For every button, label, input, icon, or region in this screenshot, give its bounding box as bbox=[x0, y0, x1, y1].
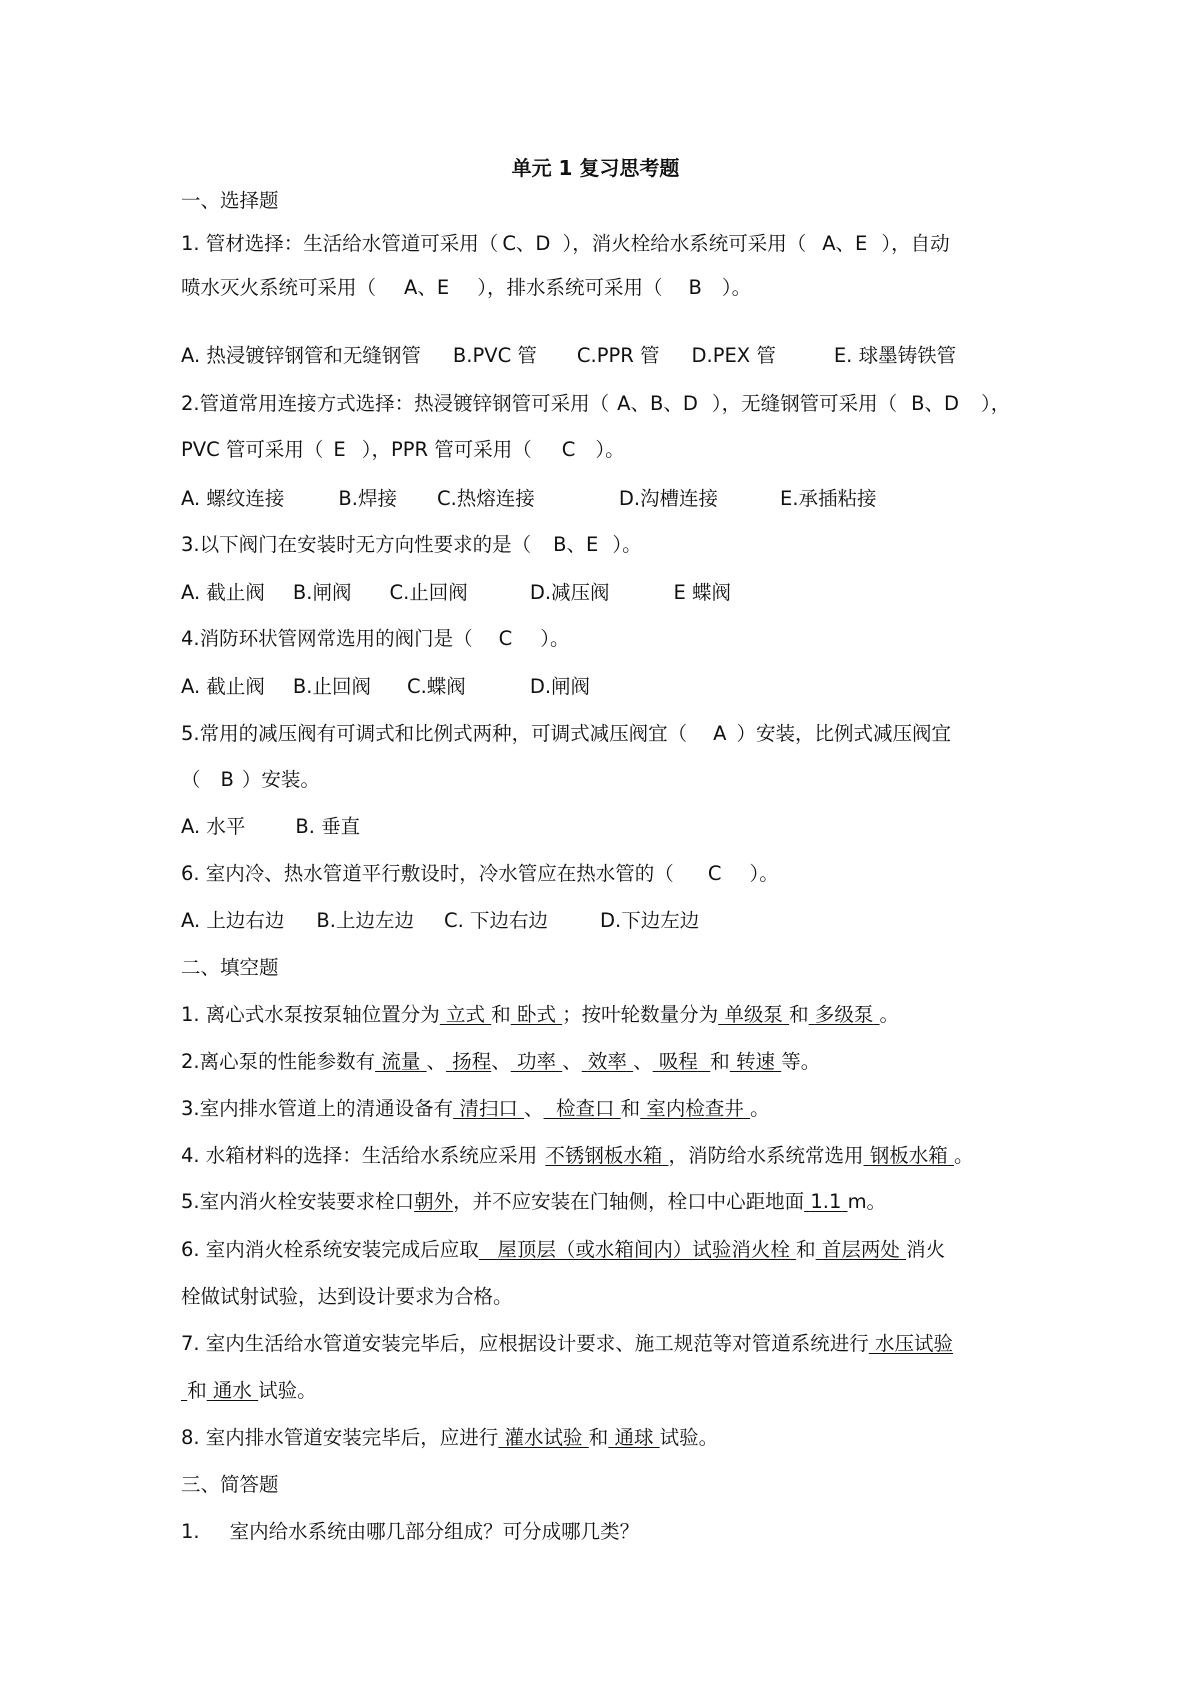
q5-text-c: （ bbox=[181, 768, 201, 791]
f4-text-a: 4. 水箱材料的选择：生活给水系统应采用 bbox=[181, 1144, 538, 1167]
q2-text-f: ）。 bbox=[595, 438, 625, 461]
f2-text-a: 2.离心泵的性能参数有 bbox=[181, 1050, 376, 1073]
f2-sep-2: 、 bbox=[491, 1050, 511, 1073]
q3-text-b: ）。 bbox=[612, 533, 642, 556]
f8-blank-2: 通球 bbox=[614, 1426, 654, 1449]
q1-option-d: D.PEX 管 bbox=[691, 344, 776, 367]
f1-text-b: 和 bbox=[491, 1003, 511, 1026]
q2-answer-4: C bbox=[561, 438, 576, 461]
q6-text-b: ）。 bbox=[749, 862, 779, 885]
f2-blank-4: 效率 bbox=[587, 1050, 627, 1073]
fill-q7-line2 bbox=[181, 1376, 317, 1406]
fill-q1 bbox=[181, 1000, 899, 1030]
q4-text-a: 4.消防环状管网常选用的阀门是（ bbox=[181, 627, 473, 650]
q1-text-c: ），自动 bbox=[881, 232, 950, 255]
q3-text-a: 3.以下阀门在安装时无方向性要求的是（ bbox=[181, 533, 532, 556]
f2-blank-6: 转速 bbox=[736, 1050, 776, 1073]
q1-text-f: ）。 bbox=[721, 276, 752, 299]
f2-sep-1: 、 bbox=[426, 1050, 447, 1073]
f7-text-c: 试验。 bbox=[258, 1379, 317, 1402]
f8-text-b: 和 bbox=[588, 1426, 609, 1449]
short-q1-number: 1. bbox=[181, 1520, 200, 1543]
q2-answer-2: B、D bbox=[911, 392, 960, 415]
short-q1 bbox=[181, 1517, 639, 1547]
f5-text-e: m。 bbox=[847, 1190, 887, 1213]
q1-option-b: B.PVC 管 bbox=[452, 344, 537, 367]
f2-blank-2: 扬程 bbox=[452, 1050, 492, 1073]
choice-q2-line2 bbox=[181, 435, 625, 465]
q2-answer-3: E bbox=[333, 438, 346, 461]
q3-option-e: E 蝶阀 bbox=[673, 581, 732, 604]
q5-answer-2: B bbox=[220, 768, 234, 791]
choice-q1-line2 bbox=[181, 273, 751, 303]
f8-text-e: 试验。 bbox=[659, 1426, 719, 1449]
q4-answer: C bbox=[498, 627, 513, 650]
f6-blank-2: 首层两处 bbox=[821, 1238, 900, 1261]
q1-answer-4: B bbox=[688, 276, 702, 299]
q2-option-d: D.沟槽连接 bbox=[618, 487, 719, 510]
q6-option-d: D.下边左边 bbox=[600, 909, 700, 932]
q1-option-e: E. 球墨铸铁管 bbox=[833, 344, 957, 367]
q5-text-d: ）安装。 bbox=[241, 768, 320, 791]
fill-q7-line1 bbox=[181, 1329, 953, 1359]
q5-option-b: B. 垂直 bbox=[295, 815, 361, 838]
q1-option-c: C.PPR 管 bbox=[576, 344, 660, 367]
q2-text-a: 2.管道常用连接方式选择：热浸镀锌钢管可采用（ bbox=[181, 392, 610, 415]
q3-option-b: B.闸阀 bbox=[292, 581, 352, 604]
q2-text-d: PVC 管可采用（ bbox=[181, 438, 324, 461]
q2-option-c: C.热熔连接 bbox=[436, 487, 535, 510]
q4-options bbox=[181, 672, 590, 702]
q4-option-d: D.闸阀 bbox=[529, 675, 591, 698]
f4-blank-1: 不锈钢板水箱 bbox=[545, 1144, 663, 1167]
q3-options bbox=[181, 578, 731, 608]
f2-sep-4: 、 bbox=[633, 1050, 653, 1073]
q1-answer-1: C、D bbox=[502, 232, 551, 255]
f6-text-a: 6. 室内消火栓系统安装完成后应取 bbox=[181, 1238, 479, 1261]
f3-sep-1: 、 bbox=[524, 1097, 544, 1120]
q6-answer: C bbox=[707, 862, 722, 885]
q3-option-c: C.止回阀 bbox=[389, 581, 468, 604]
q2-option-e: E.承插粘接 bbox=[780, 487, 877, 510]
f5-text-b: ，并不应安装在门轴侧，栓口中心距地面 bbox=[453, 1190, 805, 1213]
q2-text-b: ），无缝钢管可采用（ bbox=[711, 392, 898, 415]
choice-q4 bbox=[181, 624, 570, 654]
short-q1-text: 室内给水系统由哪几部分组成？可分成哪几类？ bbox=[229, 1520, 640, 1543]
q1-answer-3: A、E bbox=[404, 276, 450, 299]
q3-option-d: D.减压阀 bbox=[529, 581, 610, 604]
f3-sep-2: 和 bbox=[620, 1097, 641, 1120]
f3-blank-3: 室内检查井 bbox=[646, 1097, 744, 1120]
q5-options bbox=[181, 812, 360, 842]
q2-option-b: B.焊接 bbox=[338, 487, 397, 510]
q1-text-b: ），消火栓给水系统可采用（ bbox=[562, 232, 807, 255]
f4-text-b: ，消防给水系统常选用 bbox=[668, 1144, 864, 1167]
q6-option-c: C. 下边右边 bbox=[443, 909, 548, 932]
fill-q8 bbox=[181, 1423, 718, 1453]
q3-answer: B、E bbox=[553, 533, 599, 556]
f7-blank-2: 通水 bbox=[212, 1379, 252, 1402]
q5-text-a: 5.常用的减压阀有可调式和比例式两种，可调式减压阀宜（ bbox=[181, 722, 688, 745]
f4-blank-2: 钢板水箱 bbox=[869, 1144, 948, 1167]
q6-text-a: 6. 室内冷、热水管道平行敷设时，冷水管应在热水管的（ bbox=[181, 862, 674, 885]
f3-text-e: 。 bbox=[750, 1097, 770, 1120]
q6-option-a: A. 上边右边 bbox=[181, 909, 285, 932]
f7-text-b: 和 bbox=[187, 1379, 207, 1402]
page-title: 单元 1 复习思考题 bbox=[511, 156, 680, 180]
q4-text-b: ）。 bbox=[540, 627, 570, 650]
q6-option-b: B.上边左边 bbox=[316, 909, 414, 932]
f5-blank-1: 朝外 bbox=[414, 1190, 454, 1213]
q6-options bbox=[181, 906, 699, 936]
q2-option-a: A. 螺纹连接 bbox=[181, 487, 285, 510]
choice-q6 bbox=[181, 859, 779, 889]
f1-blank-2: 卧式 bbox=[516, 1003, 556, 1026]
q1-text-a: 1. 管材选择：生活给水管道可采用（ bbox=[181, 232, 499, 255]
f3-text-a: 3.室内排水管道上的清通设备有 bbox=[181, 1097, 454, 1120]
f4-text-e: 。 bbox=[953, 1144, 974, 1167]
f2-blank-3: 功率 bbox=[516, 1050, 556, 1073]
q1-options bbox=[181, 341, 956, 371]
q5-option-a: A. 水平 bbox=[181, 815, 246, 838]
f6-text-c: 消火 bbox=[906, 1238, 946, 1261]
q2-answer-1: A、B、D bbox=[617, 392, 698, 415]
f1-blank-3: 单级泵 bbox=[724, 1003, 783, 1026]
q4-option-c: C.蝶阀 bbox=[406, 675, 466, 698]
f3-blank-1: 清扫口 bbox=[459, 1097, 518, 1120]
q1-answer-2: A、E bbox=[822, 232, 868, 255]
section-heading-short: 三、简答题 bbox=[181, 1473, 279, 1496]
q5-answer-1: A bbox=[713, 722, 727, 745]
f3-blank-2: 检查口 bbox=[555, 1097, 615, 1120]
choice-q5-line2 bbox=[181, 765, 320, 795]
f1-text-a: 1. 离心式水泵按泵轴位置分为 bbox=[181, 1003, 440, 1026]
q1-option-a: A. 热浸镀锌钢管和无缝钢管 bbox=[181, 344, 421, 367]
f5-text-a: 5.室内消火栓安装要求栓口 bbox=[181, 1190, 415, 1213]
f5-blank-2: 1.1 bbox=[810, 1190, 842, 1213]
f2-text-e: 等。 bbox=[781, 1050, 821, 1073]
f6-text-b: 和 bbox=[796, 1238, 816, 1261]
section-heading-choice: 一、选择题 bbox=[181, 189, 279, 212]
q2-text-c: ）， bbox=[981, 392, 1011, 415]
f6-blank-1: 屋顶层（或水箱间内）试验消火栓 bbox=[497, 1238, 790, 1261]
q4-option-a: A. 截止阀 bbox=[181, 675, 265, 698]
f2-sep-5: 和 bbox=[710, 1050, 730, 1073]
q1-text-e: ），排水系统可采用（ bbox=[477, 276, 663, 299]
f1-blank-1: 立式 bbox=[446, 1003, 486, 1026]
q3-option-a: A. 截止阀 bbox=[181, 581, 265, 604]
f8-blank-1: 灌水试验 bbox=[504, 1426, 583, 1449]
f7-blank-1: 水压试验 bbox=[875, 1332, 954, 1355]
f1-text-c: ；按叶轮数量分为 bbox=[562, 1003, 719, 1026]
choice-q1-line1 bbox=[181, 229, 950, 259]
fill-q6-line1 bbox=[181, 1235, 945, 1265]
f1-text-e: 。 bbox=[879, 1003, 900, 1026]
fill-q6-line2: 栓做试射试验，达到设计要求为合格。 bbox=[181, 1285, 513, 1308]
f2-sep-3: 、 bbox=[562, 1050, 582, 1073]
q2-text-e: ），PPR 管可采用（ bbox=[361, 438, 532, 461]
fill-q3 bbox=[181, 1094, 770, 1124]
f2-blank-5: 吸程 bbox=[658, 1050, 698, 1073]
choice-q3 bbox=[181, 530, 642, 560]
q1-text-d: 喷水灭火系统可采用（ bbox=[181, 276, 377, 299]
fill-q2 bbox=[181, 1047, 820, 1077]
f1-blank-4: 多级泵 bbox=[814, 1003, 874, 1026]
q5-text-b: ）安装，比例式减压阀宜 bbox=[736, 722, 951, 745]
f2-blank-1: 流量 bbox=[381, 1050, 421, 1073]
fill-q5 bbox=[181, 1187, 886, 1217]
q2-options bbox=[181, 484, 877, 514]
fill-q4 bbox=[181, 1141, 973, 1171]
choice-q5-line1 bbox=[181, 719, 951, 749]
f7-text-a: 7. 室内生活给水管道安装完毕后，应根据设计要求、施工规范等对管道系统进行 bbox=[181, 1332, 869, 1355]
section-heading-fill: 二、填空题 bbox=[181, 956, 279, 979]
f8-text-a: 8. 室内排水管道安装完毕后，应进行 bbox=[181, 1426, 499, 1449]
f1-text-d: 和 bbox=[789, 1003, 809, 1026]
choice-q2-line1 bbox=[181, 389, 1010, 419]
q4-option-b: B.止回阀 bbox=[292, 675, 371, 698]
